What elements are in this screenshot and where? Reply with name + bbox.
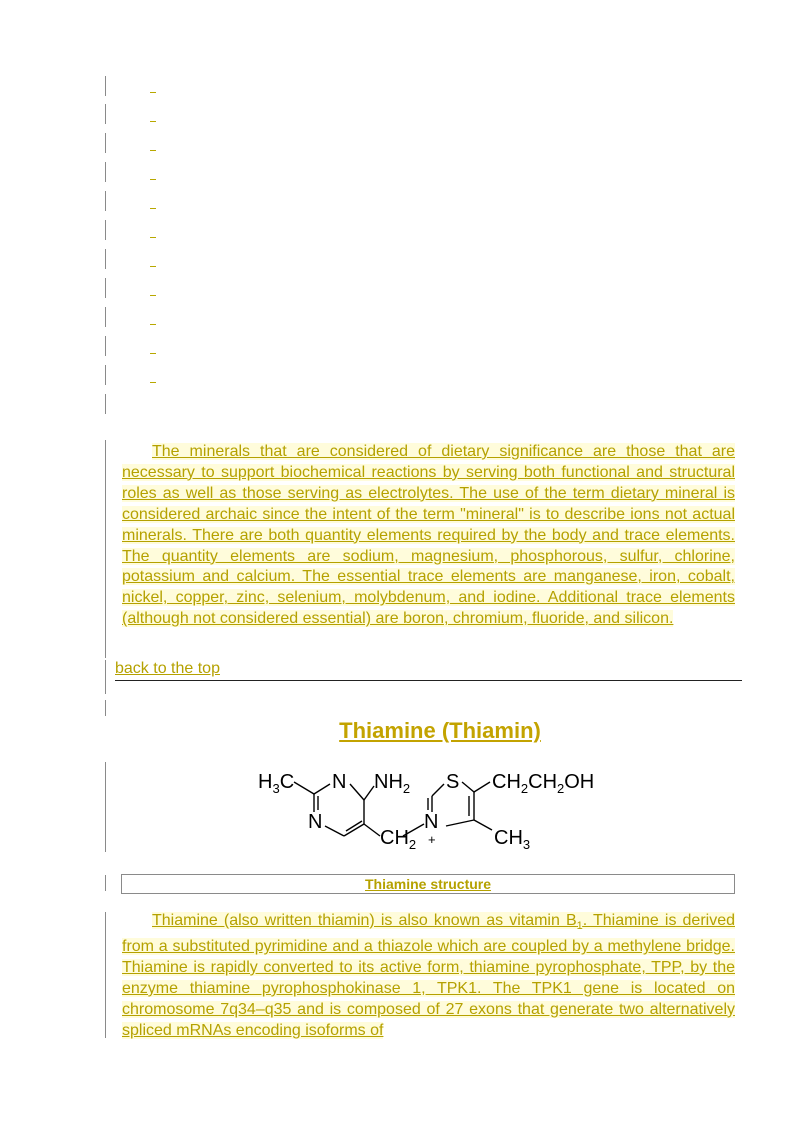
- margin-bar: [105, 278, 106, 298]
- label-n-bottom: N: [308, 811, 323, 833]
- margin-bar: [105, 249, 106, 269]
- minerals-paragraph-text[interactable]: The minerals that are considered of dietary significance are those that are necessary to support biochemical reactions by serving both functional and structural roles as well as those serving as electrolytes. The use of the term dietary mineral is considered archaic since the intent of the term "mineral" is to describe ions not actual minerals. There are both quantity elements required by the body and trace elements. The quantity elements are sodium, magnesium, phosphorous, sulfur, chlorine, potassium and calcium. The essential trace elements are manganese, iron, cobalt, nickel, copper, zinc, selenium, molybdenum, and iodine. Additional trace elements (although not considered essential) are boron, chromium, fluoride, and silicon.: [122, 443, 735, 628]
- margin-bar: [105, 133, 106, 153]
- margin-bar: [105, 365, 106, 385]
- label-h3c: $H_3C$: [258, 771, 295, 796]
- list-item: [150, 202, 158, 231]
- bullet-marker: [150, 266, 156, 267]
- margin-bar: [105, 336, 106, 356]
- margin-bar: [105, 394, 106, 414]
- thiamine-text-part1: Thiamine (also written thiamin) is also known as vitamin B: [152, 912, 577, 929]
- vitamin-subscript: 1: [576, 920, 583, 933]
- thiamine-paragraph[interactable]: [122, 911, 735, 1042]
- bullet-marker: [150, 324, 156, 325]
- label-ch2ch2oh: $CH_2CH_2OH$: [492, 771, 595, 796]
- bullet-marker: [150, 237, 156, 238]
- label-n-plus: N: [424, 811, 439, 833]
- margin-bar: [105, 912, 106, 1038]
- empty-bullet-list: [150, 86, 158, 405]
- bullet-marker: [150, 382, 156, 383]
- label-plus-charge: +: [428, 832, 436, 847]
- bullet-marker: [150, 295, 156, 296]
- minerals-paragraph[interactable]: [122, 442, 735, 630]
- list-item: [150, 144, 158, 173]
- list-item: [150, 289, 158, 318]
- label-ch2-bridge: $CH_2$: [380, 827, 417, 850]
- margin-bar: [105, 76, 106, 96]
- list-item: [150, 231, 158, 260]
- list-item: [150, 260, 158, 289]
- list-item: [150, 376, 158, 405]
- list-item: [150, 115, 158, 144]
- margin-bar: [105, 762, 106, 852]
- bullet-marker: [150, 179, 156, 180]
- label-n-top: N: [332, 771, 347, 793]
- list-item: [150, 86, 158, 115]
- margin-bar: [105, 104, 106, 124]
- bullet-marker: [150, 208, 156, 209]
- thiamine-structure-diagram: [248, 760, 608, 850]
- margin-bar: [105, 162, 106, 182]
- thiamine-paragraph-text[interactable]: [122, 912, 735, 1039]
- margin-bar: [105, 660, 106, 694]
- bullet-marker: [150, 150, 156, 151]
- section-title[interactable]: Thiamine (Thiamin): [339, 718, 541, 743]
- structure-caption: [121, 874, 735, 894]
- margin-bar: [105, 191, 106, 211]
- list-item: [150, 347, 158, 376]
- label-nh2: $NH_2$: [374, 771, 411, 796]
- thiamine-text-part2: . Thiamine is derived from a substituted pyrimidine and a thiazole which are coupled by a methylene bridge. Thiamine is rapidly converted to its active form, thiamine pyrophosphate, TPP, by the enzyme thiamine pyrophosphokinase 1, TPK1. The TPK1 gene is located on chromosome 7q34–q35 and is composed of 27 exons that generate two alternatively spliced mRNAs encoding isoforms of: [122, 912, 735, 1039]
- list-item: [150, 173, 158, 202]
- bullet-marker: [150, 92, 156, 93]
- margin-bar: [105, 440, 106, 658]
- margin-bar: [105, 875, 106, 891]
- margin-bar: [105, 220, 106, 240]
- horizontal-rule: [115, 680, 742, 681]
- bullet-marker: [150, 121, 156, 122]
- label-ch3: $CH_3$: [494, 827, 531, 850]
- bullet-marker: [150, 353, 156, 354]
- label-s: S: [446, 771, 460, 793]
- margin-bar: [105, 307, 106, 327]
- margin-bar: [105, 700, 106, 716]
- back-to-top-link[interactable]: back to the top: [115, 660, 220, 677]
- caption-text[interactable]: Thiamine structure: [364, 876, 492, 892]
- list-item: [150, 318, 158, 347]
